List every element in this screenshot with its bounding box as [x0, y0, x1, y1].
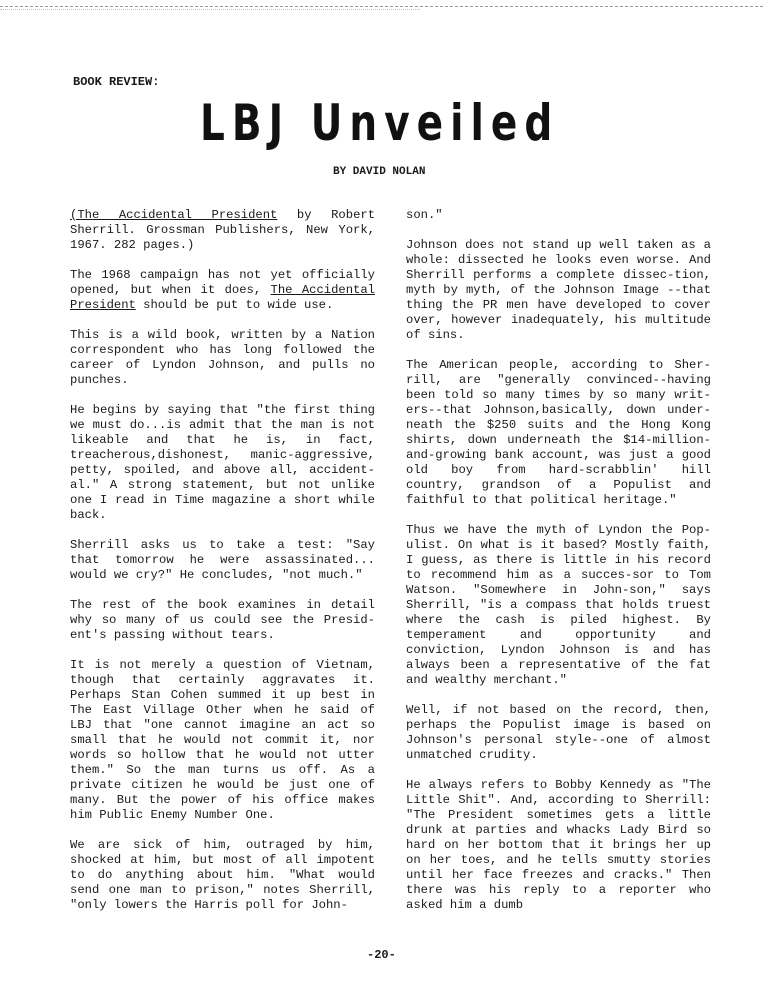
paragraph: This is a wild book, written by a Nation correspondent who has long followed the career of Lyndon Johnson, and pulls no punches.	[70, 328, 375, 387]
citation-details: by Robert Sherrill. Grossman Publishers, New York, 1967. 282 pages.)	[70, 208, 376, 252]
paragraph: It is not merely a question of Vietnam, though that certainly aggravates it. Perhaps Stan Cohen summed it up best in The East Village Other when he said of LBJ that "one cannot imagine an act so small that he would not commit it, nor words so hollow that he would not utter them." So the man turns us off. As a private citizen he would be just one of many. But the power of his office makes him Public Enemy Number One.	[70, 658, 375, 822]
paragraph: The American people, according to Sher-rill, are "generally convinced--having been told so many times by so many writ-ers--that Johnson,basically, down under-neath the $250 suits and the Hong Kong shirts, down underneath the $14-million-and-growing bank account, was just a good old boy from hard-scrabblin' hill country, grandson of a Populist and faithful to that political heritage."	[406, 358, 711, 507]
paragraph: He always refers to Bobby Kennedy as "The Little Shit". And, according to Sherrill: "The President sometimes gets a little drunk at parties and whacks Lady Bird so hard on her bottom that it brings her up on her toes, and he tells smutty stories until her face freezes and cracks." Then there was his reply to a reporter who asked him a dumb	[406, 778, 711, 912]
left-column	[70, 208, 375, 913]
paragraph: son."	[406, 208, 443, 222]
book-title-link: (The Accidental President	[70, 208, 278, 222]
book-title-underlined: The Accidental President	[70, 283, 375, 312]
paragraph: He begins by saying that "the first thing we must do...is admit that the man is not likeable and that he is, in fact, treacherous,dishonest, manic-aggressive, petty, spoiled, and above all, accident-al." A strong statement, but not unlike one I read in Time magazine a short while back.	[70, 403, 375, 522]
citation-paragraph	[70, 208, 375, 253]
paragraph: Johnson does not stand up well taken as a whole: dissected he looks even worse. And Sherrill performs a complete dissec-tion, myth by myth, of the Johnson Image --that thing the PR men have developed to cover over, however inadequately, his multitude of sins.	[406, 238, 711, 342]
paragraph-text: The 1968 campaign has not yet officially opened, but when it does,	[70, 268, 375, 297]
paragraph: Well, if not based on the record, then, perhaps the Populist image is based on Johnson's personal style--one of almost unmatched crudity.	[406, 703, 711, 762]
paragraph: Thus we have the myth of Lyndon the Pop-ulist. On what is it based? Mostly faith, I guess, as there is little in his record to recommend him as a succes-sor to Tom Watson. "Somewhere in John-son," says Sherrill, "is a compass that holds truest where the cash is piled highest. By temperament and opportunity and conviction, Lyndon Johnson is and has always been a representative of the fat and wealthy merchant."	[406, 523, 711, 687]
paragraph-text: should be put to wide use.	[135, 298, 334, 312]
section-kicker: BOOK REVIEW:	[73, 75, 160, 89]
author-byline: BY DAVID NOLAN	[333, 166, 426, 178]
top-border-rule-secondary	[0, 9, 420, 10]
paragraph: We are sick of him, outraged by him, shocked at him, but most of all impotent to do anything about him. "What would send one man to prison," notes Sherrill, "only lowers the Harris poll for John-	[70, 838, 375, 912]
paragraph: The rest of the book examines in detail why so many of us could see the Presid-ent's passing without tears.	[70, 598, 375, 642]
paragraph: Sherrill asks us to take a test: "Say that tomorrow he were assassinated... would we cry?" He concludes, "not much."	[70, 538, 375, 582]
top-border-rule	[0, 6, 763, 7]
paragraph	[70, 268, 375, 313]
article-headline: LBJ Unveiled	[200, 94, 560, 152]
page-number: -20-	[367, 948, 396, 962]
right-column	[406, 208, 711, 913]
